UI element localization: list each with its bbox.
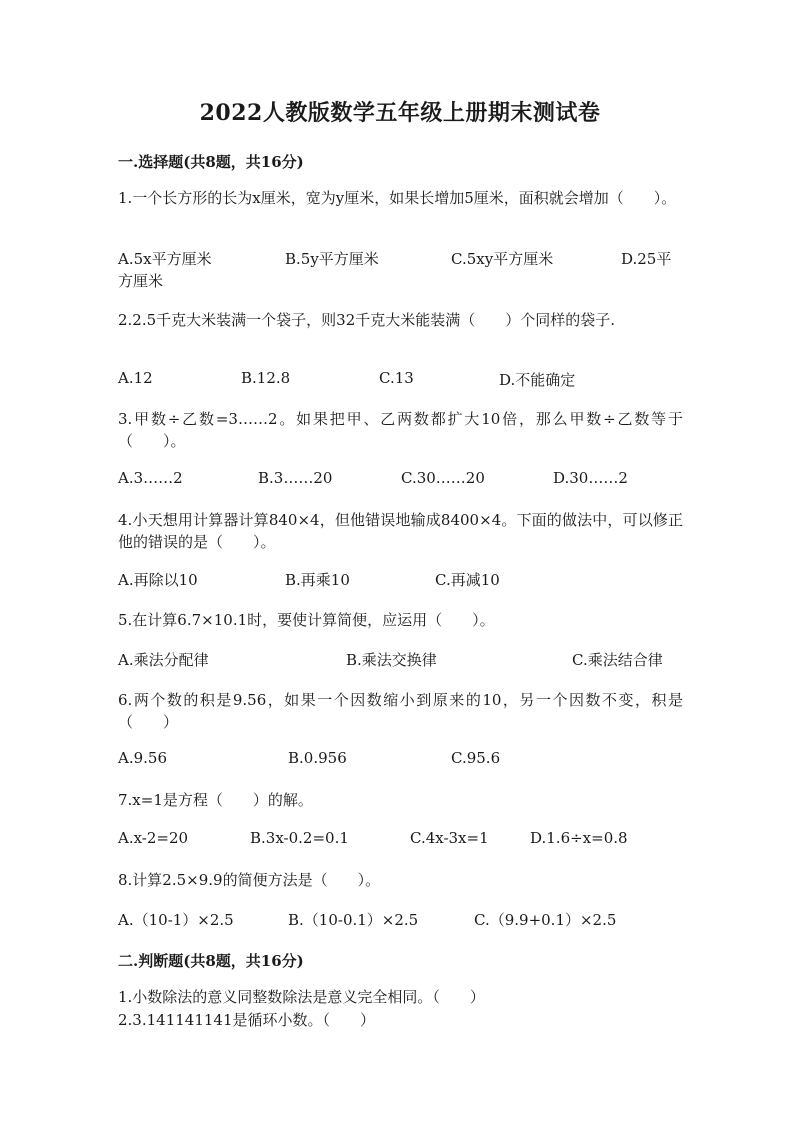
option: B.12.8 bbox=[241, 369, 291, 387]
question-stem: 5.在计算6.7×10.1时，要使计算简便，应运用（ ）。 bbox=[118, 611, 495, 629]
question-stem: 1.小数除法的意义同整数除法是意义完全相同。（ ） bbox=[118, 988, 485, 1006]
option: B.乘法交换律 bbox=[346, 651, 437, 669]
options-row bbox=[118, 829, 683, 873]
options-row bbox=[118, 248, 683, 292]
question-stem: 3.甲数÷乙数=3……2。如果把甲、乙两数都扩大10倍，那么甲数÷乙数等于（ ）。 bbox=[118, 410, 683, 450]
question-stem: 1.一个长方形的长为x厘米，宽为y厘米，如果长增加5厘米，面积就会增加（ ）。 bbox=[118, 189, 677, 207]
section-heading-choice: 一.选择题(共8题，共16分) bbox=[118, 153, 304, 171]
options-row bbox=[118, 469, 683, 513]
question-stem: 2.3.141141141是循环小数。（ ） bbox=[118, 1011, 376, 1029]
option: A.5x平方厘米 bbox=[118, 250, 212, 268]
page-title: 2022人教版数学五年级上册期末测试卷 bbox=[199, 100, 601, 126]
option: C.30……20 bbox=[401, 469, 485, 487]
option: C.13 bbox=[379, 369, 414, 387]
question-stem: 2.2.5千克大米装满一个袋子，则32千克大米能装满（ ）个同样的袋子. bbox=[118, 311, 616, 329]
option: B.0.956 bbox=[288, 749, 347, 767]
option: C.95.6 bbox=[451, 749, 501, 767]
option: C.再减10 bbox=[435, 571, 500, 589]
options-row bbox=[118, 749, 683, 793]
option: A.3……2 bbox=[118, 469, 183, 487]
option: B.（10-0.1）×2.5 bbox=[288, 911, 419, 929]
option: B.再乘10 bbox=[285, 571, 350, 589]
section-heading-judgment: 二.判断题(共8题，共16分) bbox=[118, 952, 304, 970]
option: D.30……2 bbox=[553, 469, 628, 487]
option: A.x-2=20 bbox=[118, 829, 189, 847]
option: D.25平方厘米 bbox=[118, 250, 672, 290]
question-stem: 4.小天想用计算器计算840×4，但他错误地输成8400×4。下面的做法中，可以修正他的错误的是（ ）。 bbox=[118, 511, 683, 551]
options-row bbox=[118, 569, 683, 613]
question-stem: 8.计算2.5×9.9的简便方法是（ ）。 bbox=[118, 871, 381, 889]
option: C.（9.9+0.1）×2.5 bbox=[474, 911, 617, 929]
question-stem: 7.x=1是方程（ ）的解。 bbox=[118, 791, 313, 809]
option: D.不能确定 bbox=[499, 371, 576, 389]
option: C.乘法结合律 bbox=[572, 651, 663, 669]
option: A.乘法分配律 bbox=[118, 651, 209, 669]
options-row bbox=[118, 909, 683, 953]
option: A.再除以10 bbox=[118, 571, 198, 589]
option: A.9.56 bbox=[118, 749, 167, 767]
options-row bbox=[118, 369, 683, 413]
option: B.5y平方厘米 bbox=[285, 250, 379, 268]
option: C.5xy平方厘米 bbox=[451, 250, 554, 268]
option: B.3x-0.2=0.1 bbox=[250, 829, 349, 847]
options-row bbox=[118, 649, 683, 693]
option: B.3……20 bbox=[258, 469, 333, 487]
question-stem: 6.两个数的积是9.56，如果一个因数缩小到原来的10，另一个因数不变，积是（ ） bbox=[118, 691, 683, 731]
option: D.1.6÷x=0.8 bbox=[530, 829, 628, 847]
option: A.12 bbox=[118, 369, 153, 387]
option: A.（10-1）×2.5 bbox=[118, 911, 234, 929]
option: C.4x-3x=1 bbox=[410, 829, 489, 847]
